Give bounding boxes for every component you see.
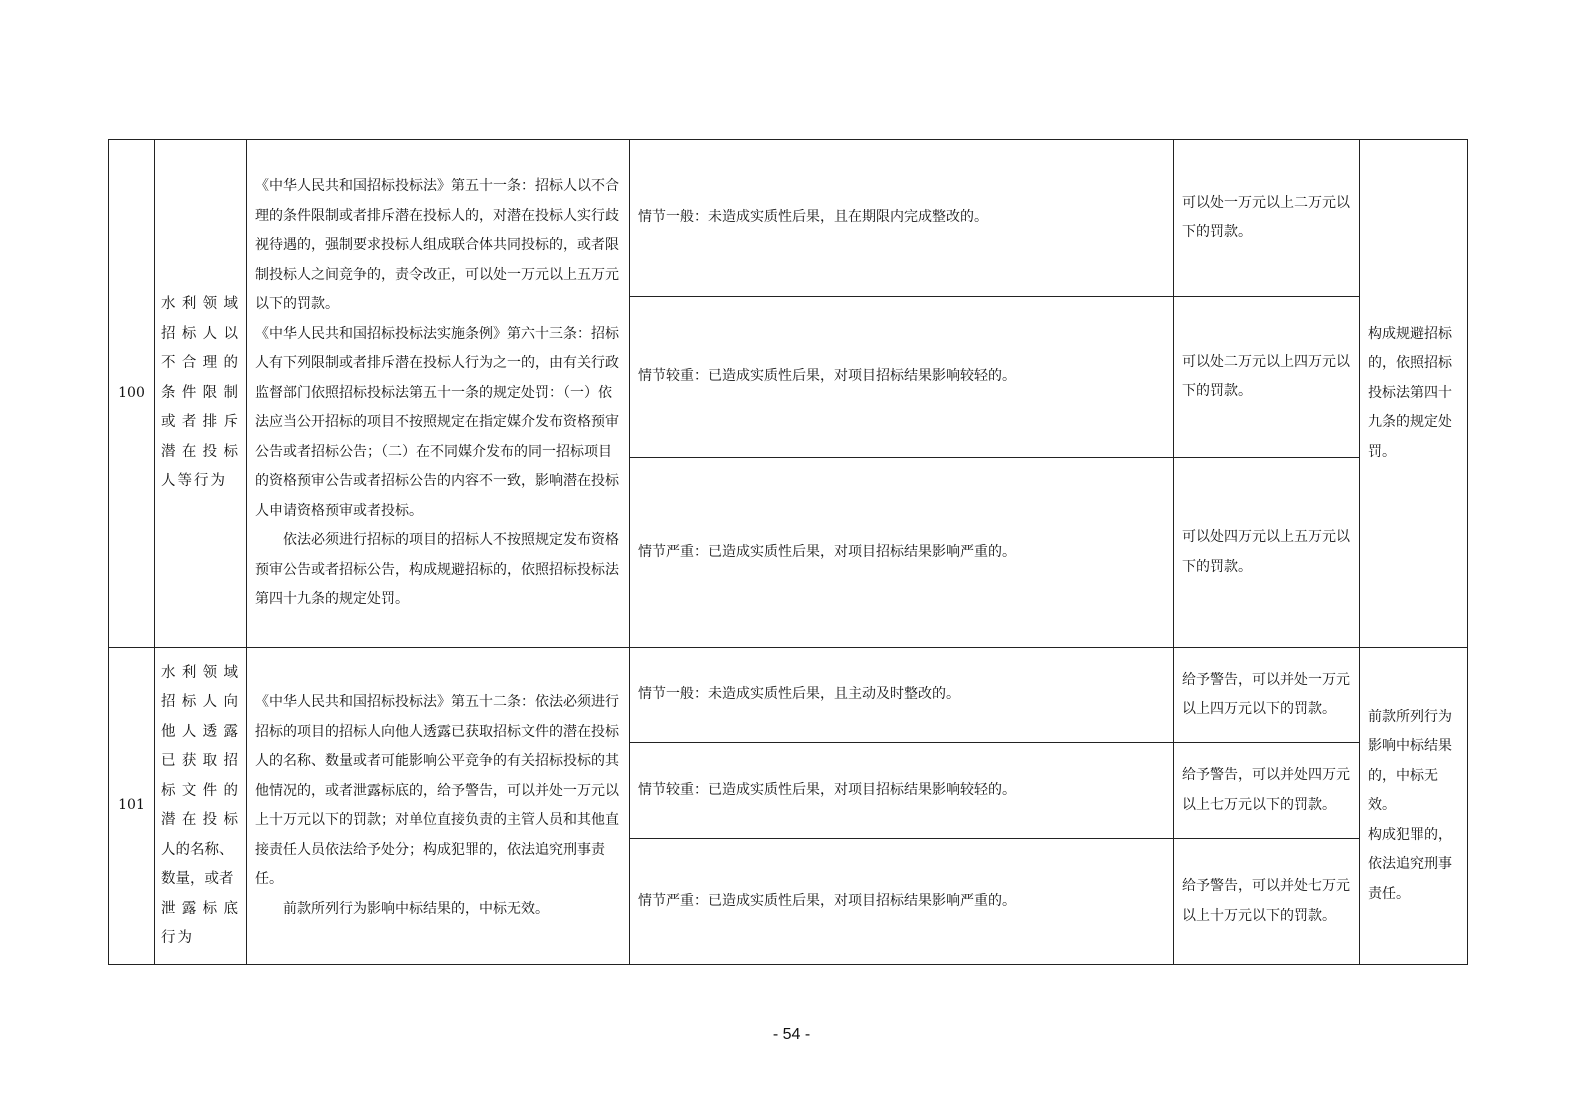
note-cell [1360,140,1468,648]
situation-cell: 情节严重：已造成实质性后果，对项目招标结果影响严重的。 [630,458,1174,648]
note-paragraph: 前款所列行为影响中标结果的，中标无效。 [1368,708,1452,814]
legal-basis-paragraph: 前款所列行为影响中标结果的，中标无效。 [283,900,549,917]
legal-basis [247,648,630,965]
legal-basis-paragraph: 依法必须进行招标的项目的招标人不按照规定发布资格预审公告或者招标公告，构成规避招标的，依照招标投标法第四十九条的规定处罚。 [255,532,619,608]
legal-basis-paragraph: 《中华人民共和国招标投标法》第五十一条：招标人以不合理的条件限制或者排斥潜在投标人的，对潜在投标人实行歧视待遇的，强制要求投标人组成联合体共同投标的，或者限制投标人之间竞争的，责令改正，可以处一万元以上五万元以下的罚款。 [255,178,619,313]
note-paragraph: 构成犯罪的，依法追究刑事责任。 [1368,826,1452,902]
legal-basis [247,140,630,648]
violation-name-line: 潜在投标 [161,812,240,828]
situation-cell: 情节较重：已造成实质性后果，对项目招标结果影响较轻的。 [630,743,1174,839]
item-number: 101 [109,648,155,965]
violation-name-line: 或者排斥 [161,414,240,431]
penalty-cell: 给予警告，可以并处一万元以上四万元以下的罚款。 [1174,648,1360,743]
violation-name-line: 标文件的 [161,782,240,799]
violation-name [155,648,247,965]
penalty-cell: 可以处一万元以上二万元以下的罚款。 [1174,140,1360,297]
table-row [109,648,1468,743]
legal-basis-paragraph: 《中华人民共和国招标投标法实施条例》第六十三条：招标人有下列限制或者排斥潜在投标人行为之一的，由有关行政监督部门依照招标投标法第五十一条的规定处罚：（一）依法应当公开招标的项目不按照规定在指定媒介发布资格预审公告或者招标公告；（二）在不同媒介发布的同一招标项目的资格预审公告或者招标公告的内容不一致，影响潜在投标人申请资格预审或者投标。 [255,325,619,519]
violation-name-line: 不合理的 [161,355,240,372]
violation-name-line: 行为 [161,930,194,946]
situation-cell: 情节严重：已造成实质性后果，对项目招标结果影响严重的。 [630,839,1174,965]
situation-cell: 情节较重：已造成实质性后果，对项目招标结果影响较轻的。 [630,297,1174,458]
penalty-cell: 可以处四万元以上五万元以下的罚款。 [1174,458,1360,648]
legal-basis-paragraph: 《中华人民共和国招标投标法》第五十二条：依法必须进行招标的项目的招标人向他人透露已获取招标文件的潜在投标人的名称、数量或者可能影响公平竞争的有关招标投标的其他情况的，或者泄露标底的，给予警告，可以并处一万元以上十万元以下的罚款；对单位直接负责的主管人员和其他直接责任人员依法给予处分；构成犯罪的，依法追究刑事责任。 [255,694,619,887]
penalty-cell: 给予警告，可以并处七万元以上十万元以下的罚款。 [1174,839,1360,965]
violation-name-line: 数量，或者 [161,871,234,887]
violation-name [155,140,247,648]
situation-cell: 情节一般：未造成实质性后果，且主动及时整改的。 [630,648,1174,743]
table-row [109,140,1468,297]
penalty-standard-table [108,139,1468,965]
violation-name-line: 已获取招 [161,753,240,769]
violation-name-line: 人等行为 [161,473,227,490]
violation-name-line: 水利领域 [161,296,240,313]
situation-cell: 情节一般：未造成实质性后果，且在期限内完成整改的。 [630,140,1174,297]
violation-name-line: 潜在投标 [161,443,240,460]
violation-name-line: 他人透露 [161,723,240,740]
item-number: 100 [109,140,155,648]
note-cell [1360,648,1468,965]
violation-name-line: 条件限制 [161,384,240,401]
page-number: - 54 - [772,1026,811,1043]
violation-name-line: 招标人以 [161,325,240,342]
violation-name-line: 泄露标底 [161,900,240,917]
penalty-cell: 可以处二万元以上四万元以下的罚款。 [1174,297,1360,458]
violation-name-line: 招标人向 [161,694,240,710]
violation-name-line: 水利领域 [161,664,240,681]
violation-name-line: 人的名称、 [161,841,234,858]
penalty-cell: 给予警告，可以并处四万元以上七万元以下的罚款。 [1174,743,1360,839]
note-paragraph: 构成规避招标的，依照招标投标法第四十九条的规定处罚。 [1368,325,1452,460]
